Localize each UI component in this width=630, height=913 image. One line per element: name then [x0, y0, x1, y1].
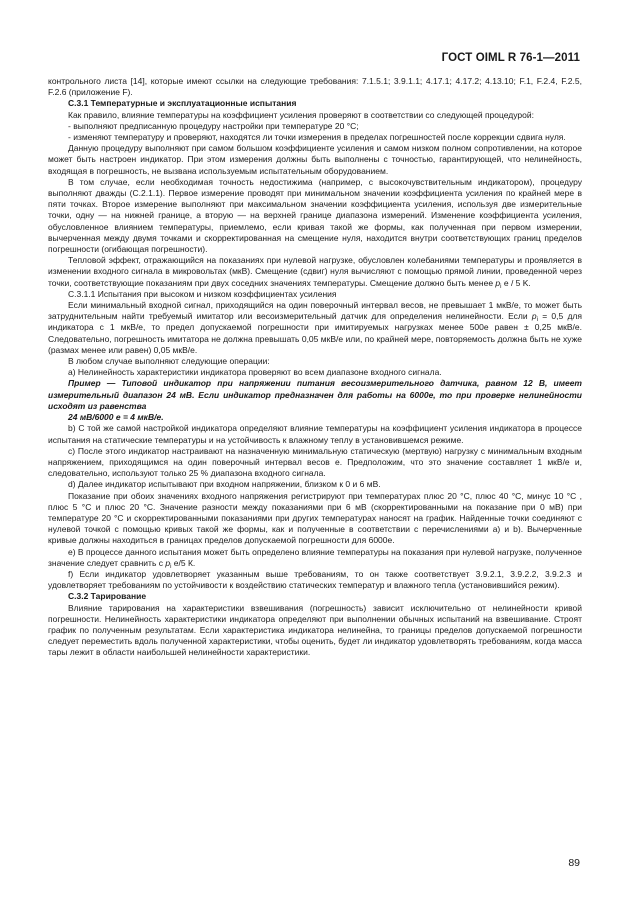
list-item: - изменяют температуру и проверяют, находятся ли точки измерения в пределах погрешностей после коррекции сдвига нуля.: [68, 132, 566, 143]
paragraph: Показание при обоих значениях входного напряжения регистрируют при температурах плюс 20 °С, плюс 40 °С, минус 10 °С , плюс 5 °С и плюс 20 °С. Значение разности между показаниями при 6 мВ (скорректированными на показание при 0 мВ) при температуре 20 °С и скорректированными показаниями при других температурах наносят на график. Найденные точки соединяют с нулевой точкой с помощью кривых такой же формы, как и полученные в соответствии с перечислениями а) и b). Вычерченные кривые должны находиться в границах пределов допускаемой погрешности для 6000е.: [48, 490, 582, 546]
document-header: ГОСТ OIML R 76-1—2011: [441, 52, 580, 64]
page-body: [48, 76, 582, 659]
list-item-b: b) С той же самой настройкой индикатора определяют влияние температуры на коэффициент усиления индикатора в процессе испытания на статические температуры и на устойчивость к влажному теплу в установившемся режиме.: [48, 423, 582, 445]
paragraph: Влияние тарирования на характеристики взвешивания (погрешность) зависит исключительно от нелинейности кривой погрешности. Нелинейность характеристики индикатора определяют при выполнении обычных испытаний на взвешивание. Строят график по полученным результатам. Если характеристика индикатора нелинейна, то границы пределов допускаемой погрешности следует переместить вдоль полученной характеристики, чтобы оценить, будет ли индикатор удовлетворять требованиям, когда масса тары лежит в области наибольшей нелинейности характеристики.: [48, 602, 582, 658]
list-item-e: е) В процессе данного испытания может быть определено влияние температуры на показания при нулевой нагрузке, полученное значение следует сравнить с $p_i$ е/5 К.: [48, 546, 582, 570]
paragraph: В любом случае выполняют следующие операции:: [68, 356, 270, 367]
list-item-f: f) Если индикатор удовлетворяет указанным выше требованиям, то он также соответствует 3.9.2.1, 3.9.2.2, 3.9.2.3 и удовлетворяет требованиям по устойчивости к воздействию статических температур и влажного тепла (установившийся режим).: [48, 568, 582, 591]
paragraph-checklist-refs: контрольного листа [14], которые имеют ссылки на следующие требования: 7.1.5.1; 3.9.1.1; 4.17.1; 4.17.2; 4.13.10; F.1, F.2.4, F.2.5, F.2.6 (приложение F).: [48, 76, 582, 98]
list-item: - выполняют предписанную процедуру настройки при температуре 20 °С;: [68, 120, 359, 131]
example-block: Пример — Типовой индикатор при напряжении питания весоизмерительного датчика, равном 12 В, имеет измерительный диапазон 24 мВ. Если индикатор предназначен для работы на 6000е, то при проверке нелинейности исходят из равенства: [48, 378, 582, 411]
section-heading-c311: С.3.1.1 Испытания при высоком и низком коэффициентах усиления: [68, 288, 337, 299]
paragraph: Данную процедуру выполняют при самом большом коэффициенте усиления и самом низком полном сопротивлении, на которое может быть настроен индикатор. При этом измерения должны быть выполнены с точностью, гарантирующей, что нелинейность, входящая в погрешность, не вызвана используемым испытательным оборудованием.: [48, 143, 582, 176]
paragraph: Если минимальный входной сигнал, приходящийся на один поверочный интервал весов, не превышает 1 мкВ/е, то может быть затруднительным найти требуемый имитатор или весоизмерительный датчик для определения нелинейности. Если $p_i = 0,5$ для индикатора с 1 мкВ/е, то предел допускаемой погрешности при имитируемых нагрузках менее 500е равен ± 0,25 мкВ/е. Следовательно, погрешность имитатора не должна превышать 0,05 мкВ/е или, по крайней мере, повторяемость должна быть не хуже (размах менее или равен) 0,05 мкВ/е.: [48, 300, 582, 355]
paragraph: Как правило, влияние температуры на коэффициент усиления проверяют в соответствии со следующей процедурой:: [68, 109, 534, 120]
paragraph: В том случае, если необходимая точность недостижима (например, с высокочувствительным индикатором), процедуру выполняют дважды (С.2.1.1). Первое измерение проводят при минимальном значении коэффициента усиления по крайней мере в пяти точках. Второе измерение выполняют при максимальном значении коэффициента усиления, используя две измерительные точки, одну — на нижней границе, а вторую — на верхней границе диапазона измерений. Изменение коэффициента усиления, обусловленное влиянием температуры, приемлемо, если кривая такой же формы, как полученная при первом измерении, вычерченная между двумя точками и скорректированная на смещение нуля, находится внутри соответствующих границ пределов погрешности (огибающая погрешности).: [48, 176, 582, 255]
list-item-c: с) После этого индикатор настраивают на назначенную минимальную статическую (мертвую) нагрузку с минимальным входным напряжением, приходящимся на один поверочный интервал весов е. Предположим, что это значение составляет 1 мкВ/е и, следовательно, используют только 25 % диапазона входного сигнала.: [48, 445, 582, 479]
example-formula: 24 мВ/6000 е = 4 мкВ/е.: [68, 412, 164, 423]
page-number: 89: [568, 857, 580, 869]
section-heading-c32: С.3.2 Тарирование: [68, 591, 147, 602]
list-item-d: d) Далее индикатор испытывают при входном напряжении, близком к 0 и 6 мВ.: [68, 479, 381, 490]
section-heading-c31: С.3.1 Температурные и эксплуатационные испытания: [68, 98, 297, 109]
paragraph-thermal-effect: Тепловой эффект, отражающийся на показаниях при нулевой нагрузке, обусловлен колебаниями температуры и проявляется в изменении входного сигнала в микровольтах (мкВ). Смещение (сдвиг) нуля вычисляют с помощью прямой линии, проведенной через точки, соответствующие показаниям при двух соседних значениях температуры. Смещение должно быть менее $p_i$ e / 5 K.: [48, 255, 582, 290]
list-item-a: а) Нелинейность характеристики индикатора проверяют во всем диапазоне входного сигнала.: [68, 367, 442, 378]
